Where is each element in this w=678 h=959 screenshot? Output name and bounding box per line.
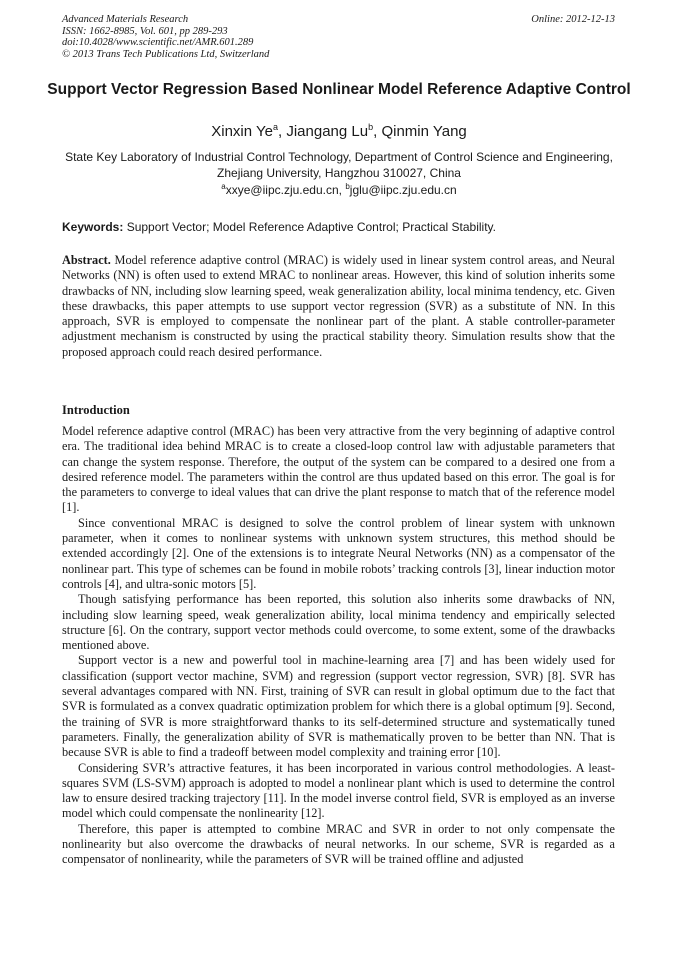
issn-line: ISSN: 1662-8985, Vol. 601, pp 289-293 [62,25,228,37]
abstract-text: Model reference adaptive control (MRAC) is widely used in linear system control areas, and Neural Networks (NN) is often used to extend MRAC to nonlinear areas. However, this kind of solution inherits some drawbacks of NN, including slow learning speed, weak generalization ability, local minima tendency, etc. Given these drawbacks, this paper attempts to use support vector regression (SVR) as a substitute of NN. In this approach, SVR is employed to compensate the nonlinear part of the plant. A stable controller-parameter adjustment mechanism is constructed by using the practical stability theory. Simulation results show that the proposed approach could reach desired performance. [62,253,616,359]
author-affil-mark: a [272,122,278,132]
abstract [62,253,615,360]
copyright-line: © 2013 Trans Tech Publications Ltd, Switzerland [62,48,270,60]
body-paragraph: Support vector is a new and powerful tool in machine-learning area [7] and has been widely used for classification (support vector machine, SVM) and regression (support vector regression, SVR) [8]. SVR has several advantages compared with NN. First, training of SVR can result in global optimum due to the fact that SVR is formulated as a convex quadratic optimization problem for which there is a global optimum [9]. Second, the training of SVR is more straightforward thanks to its self-determined structure and systematically tuned parameters. Finally, the generalization ability of SVR is mathematically proven to be better than NN. That is because SVR is able to find a tradeoff between model complexity and training error [10]. [62,653,615,760]
paper-title: Support Vector Regression Based Nonlinear Model Reference Adaptive Control [47,81,631,98]
email-affil-mark: b [345,182,350,191]
body-paragraph: Though satisfying performance has been reported, this solution also inherits some drawbacks of NN, including slow learning speed, weak generalization ability, local minima tendency and empirically selected structure [6]. On the contrary, support vector methods could overcome, to some extent, some of the drawbacks mentioned above. [62,592,615,653]
email-affil-mark: a [221,182,226,191]
keywords [62,219,615,235]
author-separator: , [277,123,287,140]
author-name: Xinxin Ye [211,123,273,140]
keywords-text: Support Vector; Model Reference Adaptive Control; Practical Stability. [126,220,497,234]
author-list [40,122,638,142]
email-address: jglu@iipc.zju.edu.cn [349,183,457,197]
email-address: xxye@iipc.zju.edu.cn [225,183,339,197]
author-name: Jiangang Lu [286,123,369,140]
body-paragraph: Model reference adaptive control (MRAC) has been very attractive from the very beginning of adaptive control era. The traditional idea behind MRAC is to create a closed-loop control law with adjustable parameters that can change the system response. Therefore, the output of the system can be compared to a desired one from a desired reference model. The parameters within the control are thus updated based on this error. The goal is for the parameters to converge to ideal values that can drive the plant response to match that of the reference model [1]. [62,424,615,515]
author-separator: , [373,123,382,140]
author-affil-mark: b [368,122,374,132]
online-date: Online: 2012-12-13 [531,14,615,25]
body-paragraph: Therefore, this paper is attempted to combine MRAC and SVR in order to not only compensate the nonlinearity but also overcome the drawbacks of neural networks. In our scheme, SVR is regarded as a compensator of nonlinearity, while the parameters of SVR will be trained offline and adjusted [62,821,615,867]
journal-name: Advanced Materials Research [62,14,189,25]
introduction-body [62,424,615,868]
keywords-label: Keywords: [62,220,124,234]
abstract-label: Abstract. [62,253,111,267]
author-name: Qinmin Yang [381,123,467,140]
doi-line: doi:10.4028/www.scientific.net/AMR.601.289 [62,37,254,49]
affiliation: State Key Laboratory of Industrial Control Technology, Department of Control Science and Engineering, Zhejiang University, Hangzhou 310027, China [65,150,613,180]
body-paragraph: Considering SVR’s attractive features, it has been incorporated in various control methodologies. A least-squares SVM (LS-SVM) approach is adopted to model a nonlinear plant which is used to determine the control law to ensure desired tracking trajectory [11]. In the model inverse control field, SVR is employed as an inverse model which could compensate the nonlinearity [12]. [62,760,615,821]
section-heading-introduction: Introduction [62,403,130,417]
email-list [40,182,638,198]
body-paragraph: Since conventional MRAC is designed to solve the control problem of linear system with unknown parameter, when it comes to nonlinear systems with unknown system structures, this method should be extended accordingly [2]. One of the extensions is to integrate Neural Networks (NN) as a compensator of the nonlinear part. This type of schemes can be found in mobile robots’ tracking controls [3], linear induction motor controls [4], and ultra-sonic motors [5]. [62,515,615,591]
email-separator: , [338,183,346,197]
journal-header [62,14,615,60]
